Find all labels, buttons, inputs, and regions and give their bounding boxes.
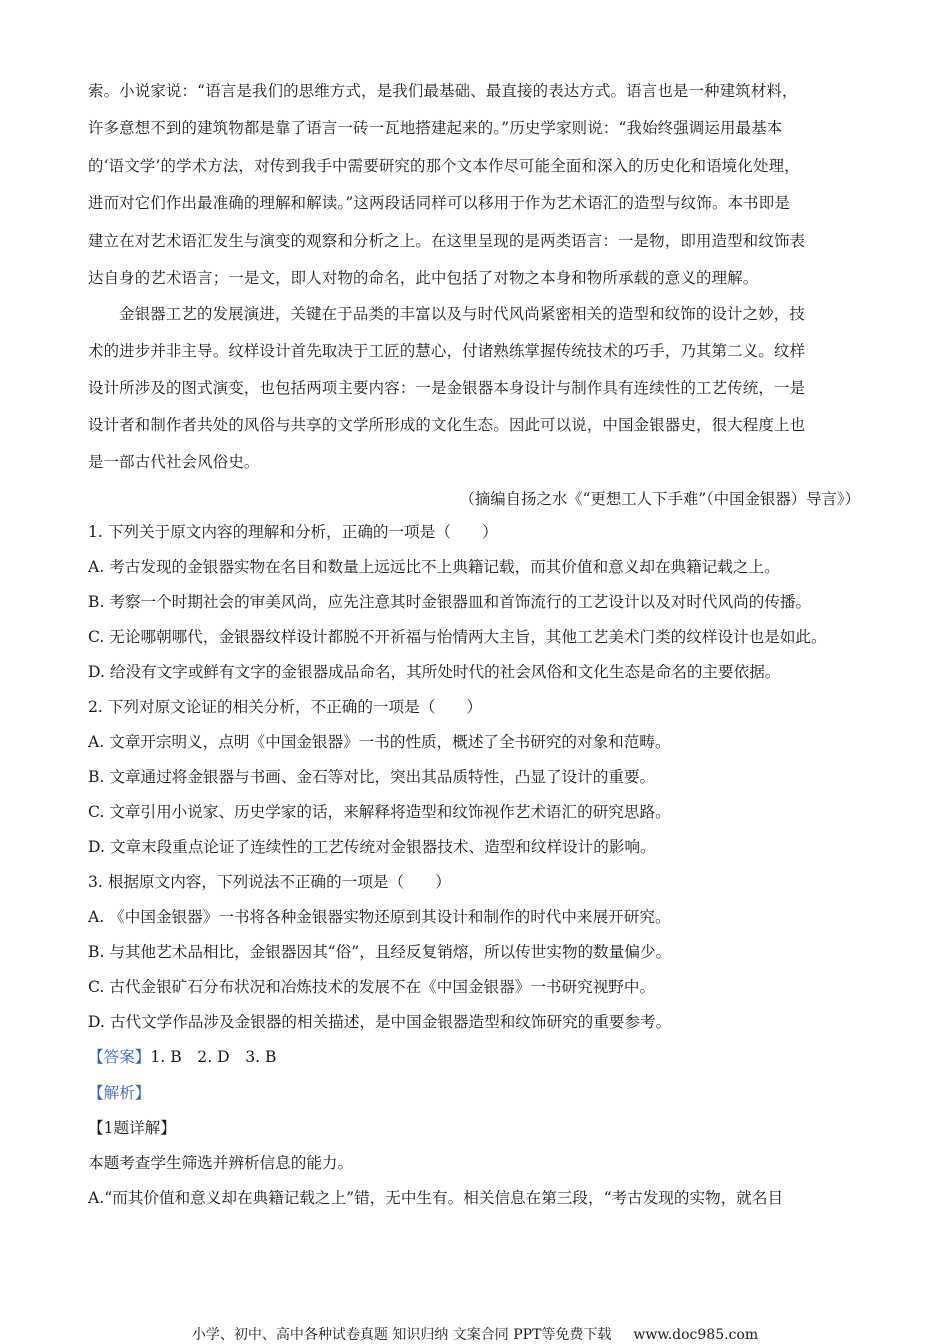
question-option: D. 给没有文字或鲜有文字的金银器成品命名，其所处时代的社会风俗和文化生态是命名的主要依据。 xyxy=(88,663,781,681)
passage-line: 索。小说家说：“语言是我们的思维方式，是我们最基础、最直接的表达方式。语言也是一种建筑材料， xyxy=(88,82,798,100)
page-footer xyxy=(0,1324,950,1344)
passage-line: 许多意想不到的建筑物都是靠了语言一砖一瓦地搭建起来的。”历史学家则说：“我始终强调运用最基本 xyxy=(88,119,783,137)
passage-line: 进而对它们作出最准确的理解和解读。”这两段话同样可以移用于作为艺术语汇的造型与纹饰。本书即是 xyxy=(88,194,790,212)
question-stem: 1. 下列关于原文内容的理解和分析，正确的一项是（ ） xyxy=(88,523,498,541)
question-option: B. 文章通过将金银器与书画、金石等对比，突出其品质特性，凸显了设计的重要。 xyxy=(88,768,656,786)
passage-line: 的‘语文学’的学术方法，对传到我手中需要研究的那个文本作尽可能全面和深入的历史化和语境化处理， xyxy=(88,157,800,175)
question-option: B. 考察一个时期社会的审美风尚，应先注意其时金银器皿和首饰流行的工艺设计以及对时代风尚的传播。 xyxy=(88,593,812,611)
question-option: D. 古代文学作品涉及金银器的相关描述，是中国金银器造型和纹饰研究的重要参考。 xyxy=(88,1013,672,1031)
question-stem: 3. 根据原文内容，下列说法不正确的一项是（ ） xyxy=(88,873,451,891)
passage-line: 设计所涉及的图式演变，也包括两项主要内容：一是金银器本身设计与制作具有连续性的工艺传统，一是 xyxy=(88,379,806,397)
analysis-tag: 【解析】 xyxy=(88,1084,151,1102)
passage-line: 是一部古代社会风俗史。 xyxy=(88,453,260,471)
footer-text: 小学、初中、高中各种试卷真题 知识归纳 文案合同 PPT等免费下载 xyxy=(191,1327,612,1343)
footer-site-link[interactable]: www.doc985.com xyxy=(633,1327,759,1343)
analysis-line xyxy=(88,1083,888,1103)
passage-line: 术的进步并非主导。纹样设计首先取决于工匠的慧心，付诸熟练掌握传统技术的巧手，乃其第二义。纹样 xyxy=(88,342,806,360)
analysis-intro: 本题考查学生筛选并辨析信息的能力。 xyxy=(88,1154,354,1172)
passage-line: 建立在对艺术语汇发生与演变的观察和分析之上。在这里呈现的是两类语言：一是物，即用造型和纹饰表 xyxy=(88,232,806,250)
analysis-option-a: A.“而其价值和意义却在典籍记载之上”错，无中生有。相关信息在第三段，“考古发现的实物，就名目 xyxy=(88,1189,784,1207)
answer-tag: 【答案】 xyxy=(88,1048,151,1066)
passage-line: 达自身的艺术语言；一是文，即人对物的命名，此中包括了对物之本身和物所承载的意义的理解。 xyxy=(88,269,759,287)
question-option: C. 无论哪朝哪代，金银器纹样设计都脱不开祈福与怡情两大主旨，其他工艺美术门类的纹样设计也是如此。 xyxy=(88,628,827,646)
question-option: C. 文章引用小说家、历史学家的话，来解释将造型和纹饰视作艺术语汇的研究思路。 xyxy=(88,803,671,821)
question-option: C. 古代金银矿石分布状况和冶炼技术的发展不在《中国金银器》一书研究视野中。 xyxy=(88,978,656,996)
answer-line xyxy=(88,1047,888,1067)
passage-source: （摘编自扬之水《“更想工人下手难”（中国金银器）导言》） xyxy=(459,490,860,508)
question-option: A. 文章开宗明义，点明《中国金银器》一书的性质，概述了全书研究的对象和范畴。 xyxy=(88,733,671,751)
passage-line: 金银器工艺的发展演进，关键在于品类的丰富以及与时代风尚紧密相关的造型和纹饰的设计之妙，技 xyxy=(119,305,805,323)
passage-line: 设计者和制作者共处的风俗与共享的文学所形成的文化生态。因此可以说，中国金银器史，很大程度上也 xyxy=(88,416,806,434)
question-option: A. 《中国金银器》一书将各种金银器实物还原到其设计和制作的时代中来展开研究。 xyxy=(88,908,671,926)
question-option: D. 文章末段重点论证了连续性的工艺传统对金银器技术、造型和纹样设计的影响。 xyxy=(88,838,656,856)
question-option: A. 考古发现的金银器实物在名目和数量上远远比不上典籍记载，而其价值和意义却在典籍记载之上。 xyxy=(88,558,780,576)
detail-title: 【1题详解】 xyxy=(88,1119,176,1137)
answer-text: 1. B 2. D 3. B xyxy=(150,1048,277,1066)
question-option: B. 与其他艺术品相比，金银器因其“俗”，且经反复销熔，所以传世实物的数量偏少。 xyxy=(88,943,672,961)
question-stem: 2. 下列对原文论证的相关分析，不正确的一项是（ ） xyxy=(88,698,483,716)
